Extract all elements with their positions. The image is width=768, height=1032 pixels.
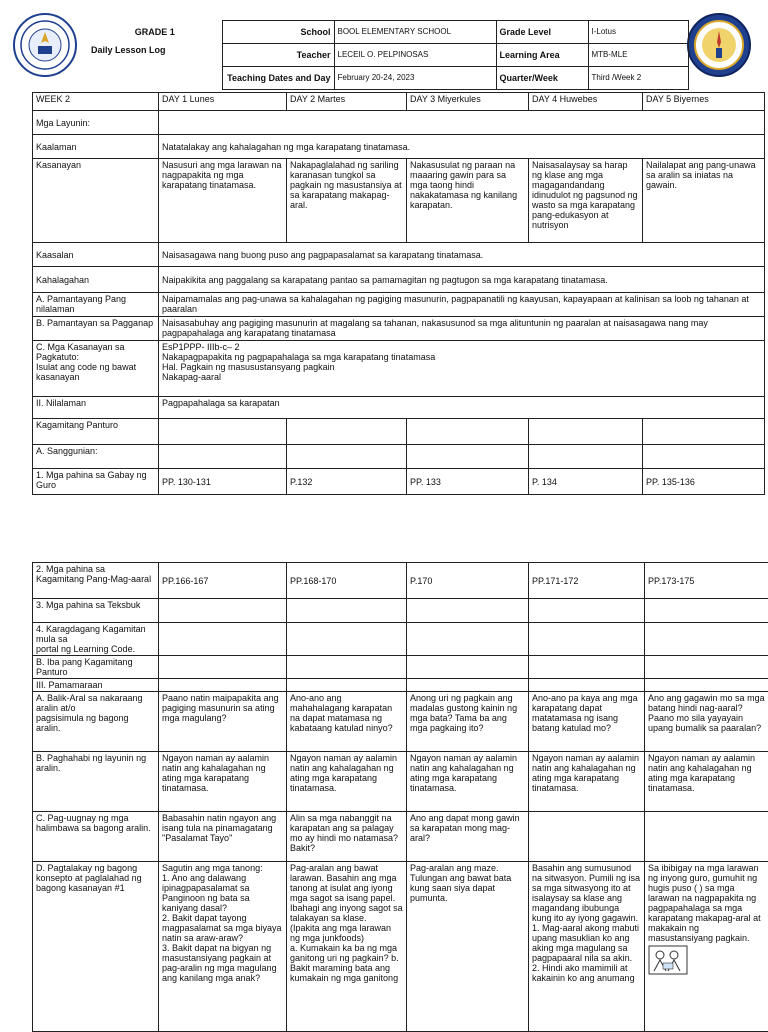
pagtalakay-day-3: Pag-aralan ang maze. Tulungan ang bawat bata kung saan siya dapat pumunta. <box>407 862 529 1032</box>
pagtalakay-day-4: Basahin ang sumusunod na sitwasyon. Pumili ng isa sa mga sitwasyong ito at isalaysay sa klase ang magandang ibubunga kung ito ay iyong gagawin. 1. Mag-aaral akong mabuti upang masuklian ko ang aking mga magulang sa pagpapaaral nila sa akin. 2. Hindi ako mamimili at kakainin ko ang anumang <box>529 862 645 1032</box>
pamamaraan-label: III. Pamamaraan <box>33 679 159 692</box>
sanggunian-row <box>33 445 765 469</box>
pag-uugnay-label: C. Pag-uugnay ng mga halimbawa sa bagong aralin. <box>33 812 159 862</box>
paghahabi-row <box>33 752 768 812</box>
pag-uugnay-day-1: Babasahin natin ngayon ang isang tula na pinamagatang "Pasalamat Tayo" <box>159 812 287 862</box>
school-seal-logo <box>686 12 752 78</box>
kahalagahan-row <box>33 267 765 293</box>
quarter-value: Third /Week 2 <box>588 67 688 90</box>
teksbuk-label: 3. Mga pahina sa Teksbuk <box>33 599 159 623</box>
layunin-label: Mga Layunin: <box>33 111 159 135</box>
pagtalakay-day-5-cell <box>645 862 768 1032</box>
kaasalan-row <box>33 243 765 267</box>
kaalaman-row <box>33 135 765 159</box>
lesson-table-page-1 <box>32 92 765 495</box>
paghahabi-label: B. Paghahabi ng layunin ng aralin. <box>33 752 159 812</box>
kasanayan-day-3: Nakasusulat ng paraan na maaaring gawin para sa mga taong hindi nakakatamasa ng kanilang karapatan. <box>407 159 529 243</box>
kahalagahan-label: Kahalagahan <box>33 267 159 293</box>
paghahabi-day-4: Ngayon naman ay aalamin natin ang kahalagahan ng ating mga karapatang tinatamasa. <box>529 752 645 812</box>
pagtalakay-day-2: Pag-aralan ang bawat larawan. Basahin ang mga tanong at isulat ang iyong mga sagot sa isang papel. Ibahagi ang inyong sagot sa talakayan sa klase. (Ipakita ang mga larawan ng mga junkfoods) a. Kumakain ka ba ng mga ganitong uri ng pagkain? b. Bakit maraming bata ang kumakain ng mga ganitong <box>287 862 407 1032</box>
kahalagahan-value: Naipakikita ang paggalang sa karapatang pantao sa pamamagitan ng pagtugon sa mga karapatang tinatamasa. <box>159 267 765 293</box>
header-table <box>88 20 689 90</box>
day-4-header: DAY 4 Huwebes <box>529 93 643 111</box>
school-value: BOOL ELEMENTARY SCHOOL <box>334 21 496 44</box>
balik-aral-label: A. Balik-Aral sa nakaraang aralin at/o pagsisimula ng bagong aralin. <box>33 692 159 752</box>
teksbuk-row <box>33 599 768 623</box>
teacher-label: Teacher <box>222 44 334 67</box>
school-label: School <box>222 21 334 44</box>
quarter-label: Quarter/Week <box>496 67 588 90</box>
pamantayang-row <box>33 293 765 317</box>
gabay-day-5: PP. 135-136 <box>643 469 765 495</box>
gabay-row <box>33 469 765 495</box>
header-row-dates <box>88 67 688 90</box>
day-2-header: DAY 2 Martes <box>287 93 407 111</box>
kasanayan-pagkatuto-value: EsP1PPP- IIIb-c– 2 Nakapagpapakita ng pagpapahalaga sa mga karapatang tinatamasa Hal. Pagkain ng masusustansyang pagkain Nakapag-aaral <box>159 341 765 397</box>
dates-value: February 20-24, 2023 <box>334 67 496 90</box>
kasanayan-label: Kasanayan <box>33 159 159 243</box>
pamantayang-label: A. Pamantayang Pang nilalaman <box>33 293 159 317</box>
log-title: Daily Lesson Log <box>88 44 222 67</box>
pag-uugnay-day-4 <box>529 812 645 862</box>
learning-area-value: MTB-MLE <box>588 44 688 67</box>
paghahabi-day-5: Ngayon naman ay aalamin natin ang kahalagahan ng ating mga karapatang tinatamasa. <box>645 752 768 812</box>
pag-uugnay-row <box>33 812 768 862</box>
layunin-row <box>33 111 765 135</box>
nilalaman-value: Pagpapahalaga sa karapatan <box>159 397 765 419</box>
kagamitan-pang-day-4: PP.171-172 <box>529 563 645 599</box>
pagganap-value: Naisasabuhay ang pagiging masunurin at magalang sa tahanan, nakasusunod sa mga alituntunin ng paaralan at naisasagawa nang may pagpapahalaga ang karapatang tinatamasa <box>159 317 765 341</box>
pag-uugnay-day-5 <box>645 812 768 862</box>
kasanayan-day-2: Nakapaglalahad ng sariling karanasan tungkol sa pagkain ng masustansiya at sa karapatang makapag-aral. <box>287 159 407 243</box>
paghahabi-day-3: Ngayon naman ay aalamin natin ang kahalagahan ng ating mga karapatang tinatamasa. <box>407 752 529 812</box>
pagtalakay-day-5: Sa ibibigay na mga larawan ng inyong guro, gumuhit ng hugis puso ( ) sa mga larawan na nagpapakita ng pagpapahalaga sa mga karapatang makapag-aral at makakain ng masustansiyang pagkain. <box>648 863 765 943</box>
balik-aral-row <box>33 692 768 752</box>
paghahabi-day-1: Ngayon naman ay aalamin natin ang kahalagahan ng ating mga karapatang tinatamasa. <box>159 752 287 812</box>
pag-uugnay-day-3: Ano ang dapat mong gawin sa karapatan mong mag-aral? <box>407 812 529 862</box>
balik-aral-day-2: Ano-ano ang mahahalagang karapatan na dapat matamasa ng kabataang katulad ninyo? <box>287 692 407 752</box>
kagamitan-pang-row <box>33 563 768 599</box>
kasanayan-pagkatuto-row <box>33 341 765 397</box>
kaasalan-label: Kaasalan <box>33 243 159 267</box>
grade-title: GRADE 1 <box>88 21 222 44</box>
pamamaraan-row <box>33 679 768 692</box>
kagamitan-pang-day-1: PP.166-167 <box>159 563 287 599</box>
kasanayan-day-5: Nailalapat ang pang-unawa sa aralin sa iniatas na gawain. <box>643 159 765 243</box>
grade-level-value: I-Lotus <box>588 21 688 44</box>
kasanayan-day-4: Naisasalaysay sa harap ng klase ang mga magagandandang idinudulot ng pagsunod ng wasto sa mga karapatang pang-edukasyon at nutrisyon <box>529 159 643 243</box>
sanggunian-label: A. Sanggunian: <box>33 445 159 469</box>
pagtalakay-label: D. Pagtalakay ng bagong konsepto at paglalahad ng bagong kasanayan #1 <box>33 862 159 1032</box>
lesson-table-page-2 <box>32 562 768 1032</box>
balik-aral-day-4: Ano-ano pa kaya ang mga karapatang dapat matatamasa ng isang batang katulad mo? <box>529 692 645 752</box>
kasanayan-day-1: Nasusuri ang mga larawan na nagpapakita ng mga karapatang tinatamasa. <box>159 159 287 243</box>
kaasalan-value: Naisasagawa nang buong puso ang pagpapasalamat sa karapatang tinatamasa. <box>159 243 765 267</box>
gabay-label: 1. Mga pahina sa Gabay ng Guro <box>33 469 159 495</box>
pag-uugnay-day-2: Alin sa mga nabanggit na karapatan ang sa palagay mo ay hindi mo natamasa? Bakit? <box>287 812 407 862</box>
kasanayan-row <box>33 159 765 243</box>
gabay-day-1: PP. 130-131 <box>159 469 287 495</box>
nilalaman-label: II. Nilalaman <box>33 397 159 419</box>
kaalaman-value: Natatalakay ang kahalagahan ng mga karapatang tinatamasa. <box>159 135 765 159</box>
header-row-school <box>88 21 688 44</box>
kasanayan-pagkatuto-label: C. Mga Kasanayan sa Pagkatuto: Isulat ang code ng bawat kasanayan <box>33 341 159 397</box>
day-1-header: DAY 1 Lunes <box>159 93 287 111</box>
teacher-value: LECEIL O. PELPINOSAS <box>334 44 496 67</box>
kagamitan-label: Kagamitang Panturo <box>33 419 159 445</box>
kagamitan-pang-label: 2. Mga pahina sa Kagamitang Pang-Mag-aaral <box>33 563 159 599</box>
paghahabi-day-2: Ngayon naman ay aalamin natin ang kahalagahan ng ating mga karapatang tinatamasa. <box>287 752 407 812</box>
days-header-row <box>33 93 765 111</box>
kagamitan-pang-day-3: P.170 <box>407 563 529 599</box>
header-row-teacher <box>88 44 688 67</box>
kaalaman-label: Kaalaman <box>33 135 159 159</box>
dates-label: Teaching Dates and Day <box>222 67 334 90</box>
pagganap-row <box>33 317 765 341</box>
week-label: WEEK 2 <box>33 93 159 111</box>
kagamitan-pang-day-2: PP.168-170 <box>287 563 407 599</box>
day-5-header: DAY 5 Biyernes <box>643 93 765 111</box>
balik-aral-day-3: Anong uri ng pagkain ang madalas gustong kainin ng mga bata? Tama ba ang mga pagkaing ito? <box>407 692 529 752</box>
karagdagang-row <box>33 623 768 656</box>
balik-aral-day-5: Ano ang gagawin mo sa mga batang hindi nag-aaral? Paano mo sila yayayain upang bumalik sa paaralan? <box>645 692 768 752</box>
pamantayang-value: Naipamamalas ang pag-unawa sa kahalagahan ng pagiging masunurin, pagpapanatili ng kaayusan, kapayapaan at kalinisan sa loob ng tahanan at paaralan <box>159 293 765 317</box>
iba-pang-row <box>33 656 768 679</box>
pagganap-label: B. Pamantayan sa Pagganap <box>33 317 159 341</box>
pagtalakay-day-1: Sagutin ang mga tanong: 1. Ano ang dalawang ipinagpapasalamat sa Panginoon ng bata sa kaniyang dasal? 2. Bakit dapat tayong magpasalamat sa mga biyaya natin sa araw-araw? 3. Bakit dapat na bigyan ng masustansiyang pagkain at pag-aralin ng mga magulang ang kanilang mga anak? <box>159 862 287 1032</box>
iba-pang-label: B. Iba pang Kagamitang Panturo <box>33 656 159 679</box>
deped-seal-logo <box>12 12 78 78</box>
grade-level-label: Grade Level <box>496 21 588 44</box>
pagtalakay-row <box>33 862 768 1032</box>
gabay-day-3: PP. 133 <box>407 469 529 495</box>
karagdagang-label: 4. Karagdagang Kagamitan mula sa portal ng Learning Code. <box>33 623 159 656</box>
nilalaman-row <box>33 397 765 419</box>
gabay-day-4: P. 134 <box>529 469 643 495</box>
gabay-day-2: P.132 <box>287 469 407 495</box>
kagamitan-row <box>33 419 765 445</box>
balik-aral-day-1: Paano natin maipapakita ang pagiging masunurin sa ating mga magulang? <box>159 692 287 752</box>
children-reading-illustration-icon <box>648 945 688 975</box>
learning-area-label: Learning Area <box>496 44 588 67</box>
kagamitan-pang-day-5: PP.173-175 <box>645 563 768 599</box>
day-3-header: DAY 3 Miyerkules <box>407 93 529 111</box>
